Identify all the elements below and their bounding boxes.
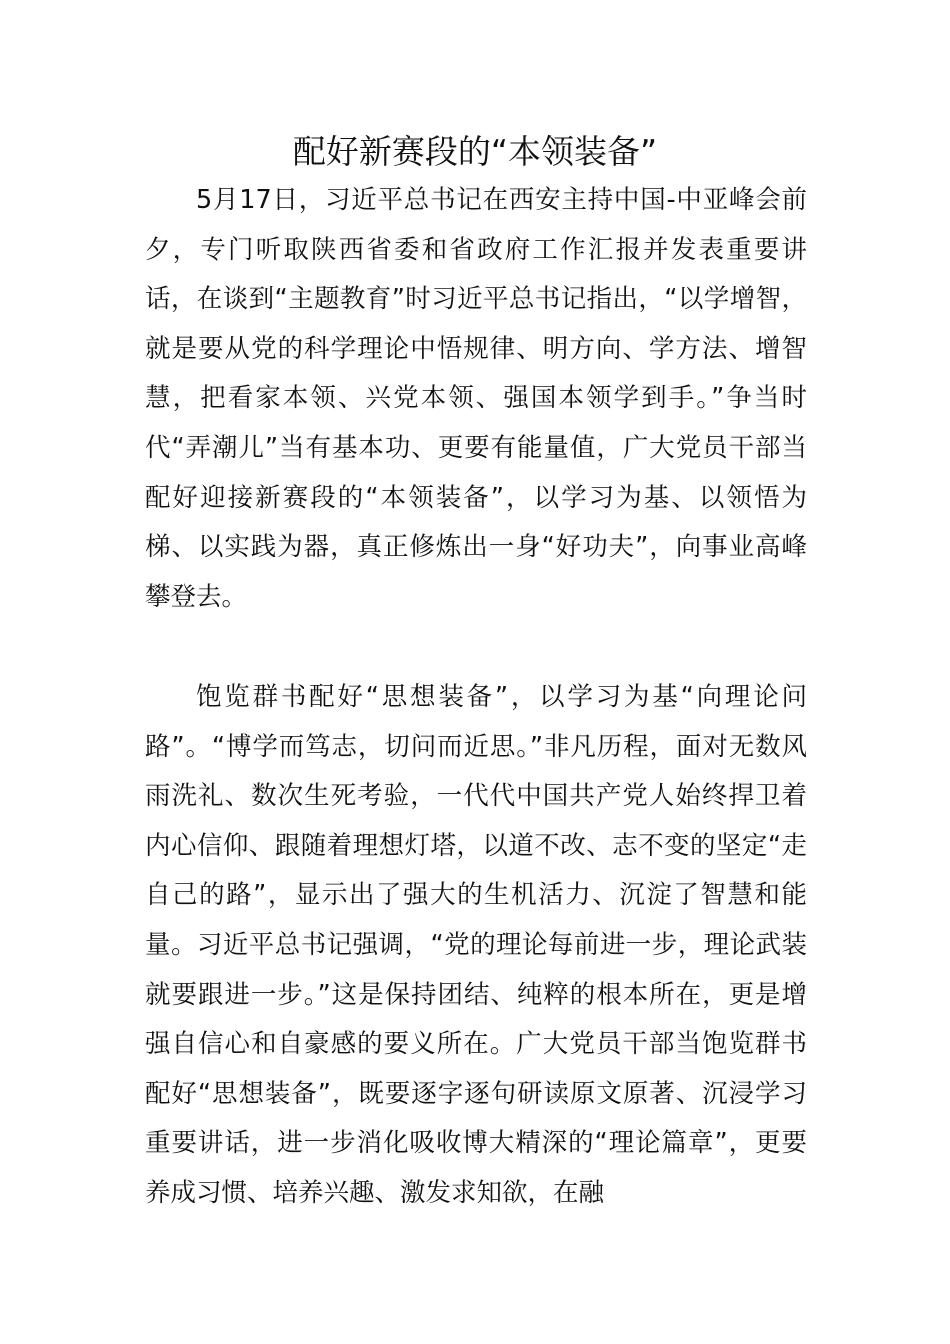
paragraph-2: 饱览群书配好“思想装备”，以学习为基“向理论问路”。“博学而笃志，切问而近思。”非凡历程，面对无数风雨洗礼、数次生死考验，一代代中国共产党人始终捍卫着内心信仰、跟随着理想灯塔，以道不改、志不变的坚定“走自己的路”，显示出了强大的生机活力、沉淀了智慧和能量。习近平总书记强调，“党的理论每前进一步，理论武装就要跟进一步。”这是保持团结、纯粹的根本所在，更是增强自信心和自豪感的要义所在。广大党员干部当饱览群书配好“思想装备”，既要逐字逐句研读原文原著、沉浸学习重要讲话，进一步消化吸收博大精深的“理论篇章”，更要养成习惯、培养兴趣、激发求知欲，在融	[145, 682, 807, 1208]
paragraph-1: 5月17日，习近平总书记在西安主持中国-中亚峰会前夕，专门听取陕西省委和省政府工作汇报并发表重要讲话，在谈到“主题教育”时习近平总书记指出，“以学增智，就是要从党的科学理论中悟规律、明方向、学方法、增智慧，把看家本领、兴党本领、强国本领学到手。”争当时代“弄潮儿”当有基本功、更要有能量值，广大党员干部当配好迎接新赛段的“本领装备”，以学习为基、以领悟为梯、以实践为器，真正修炼出一身“好功夫”，向事业高峰攀登去。	[145, 185, 807, 612]
document-title: 配好新赛段的“本领装备”	[292, 132, 658, 171]
